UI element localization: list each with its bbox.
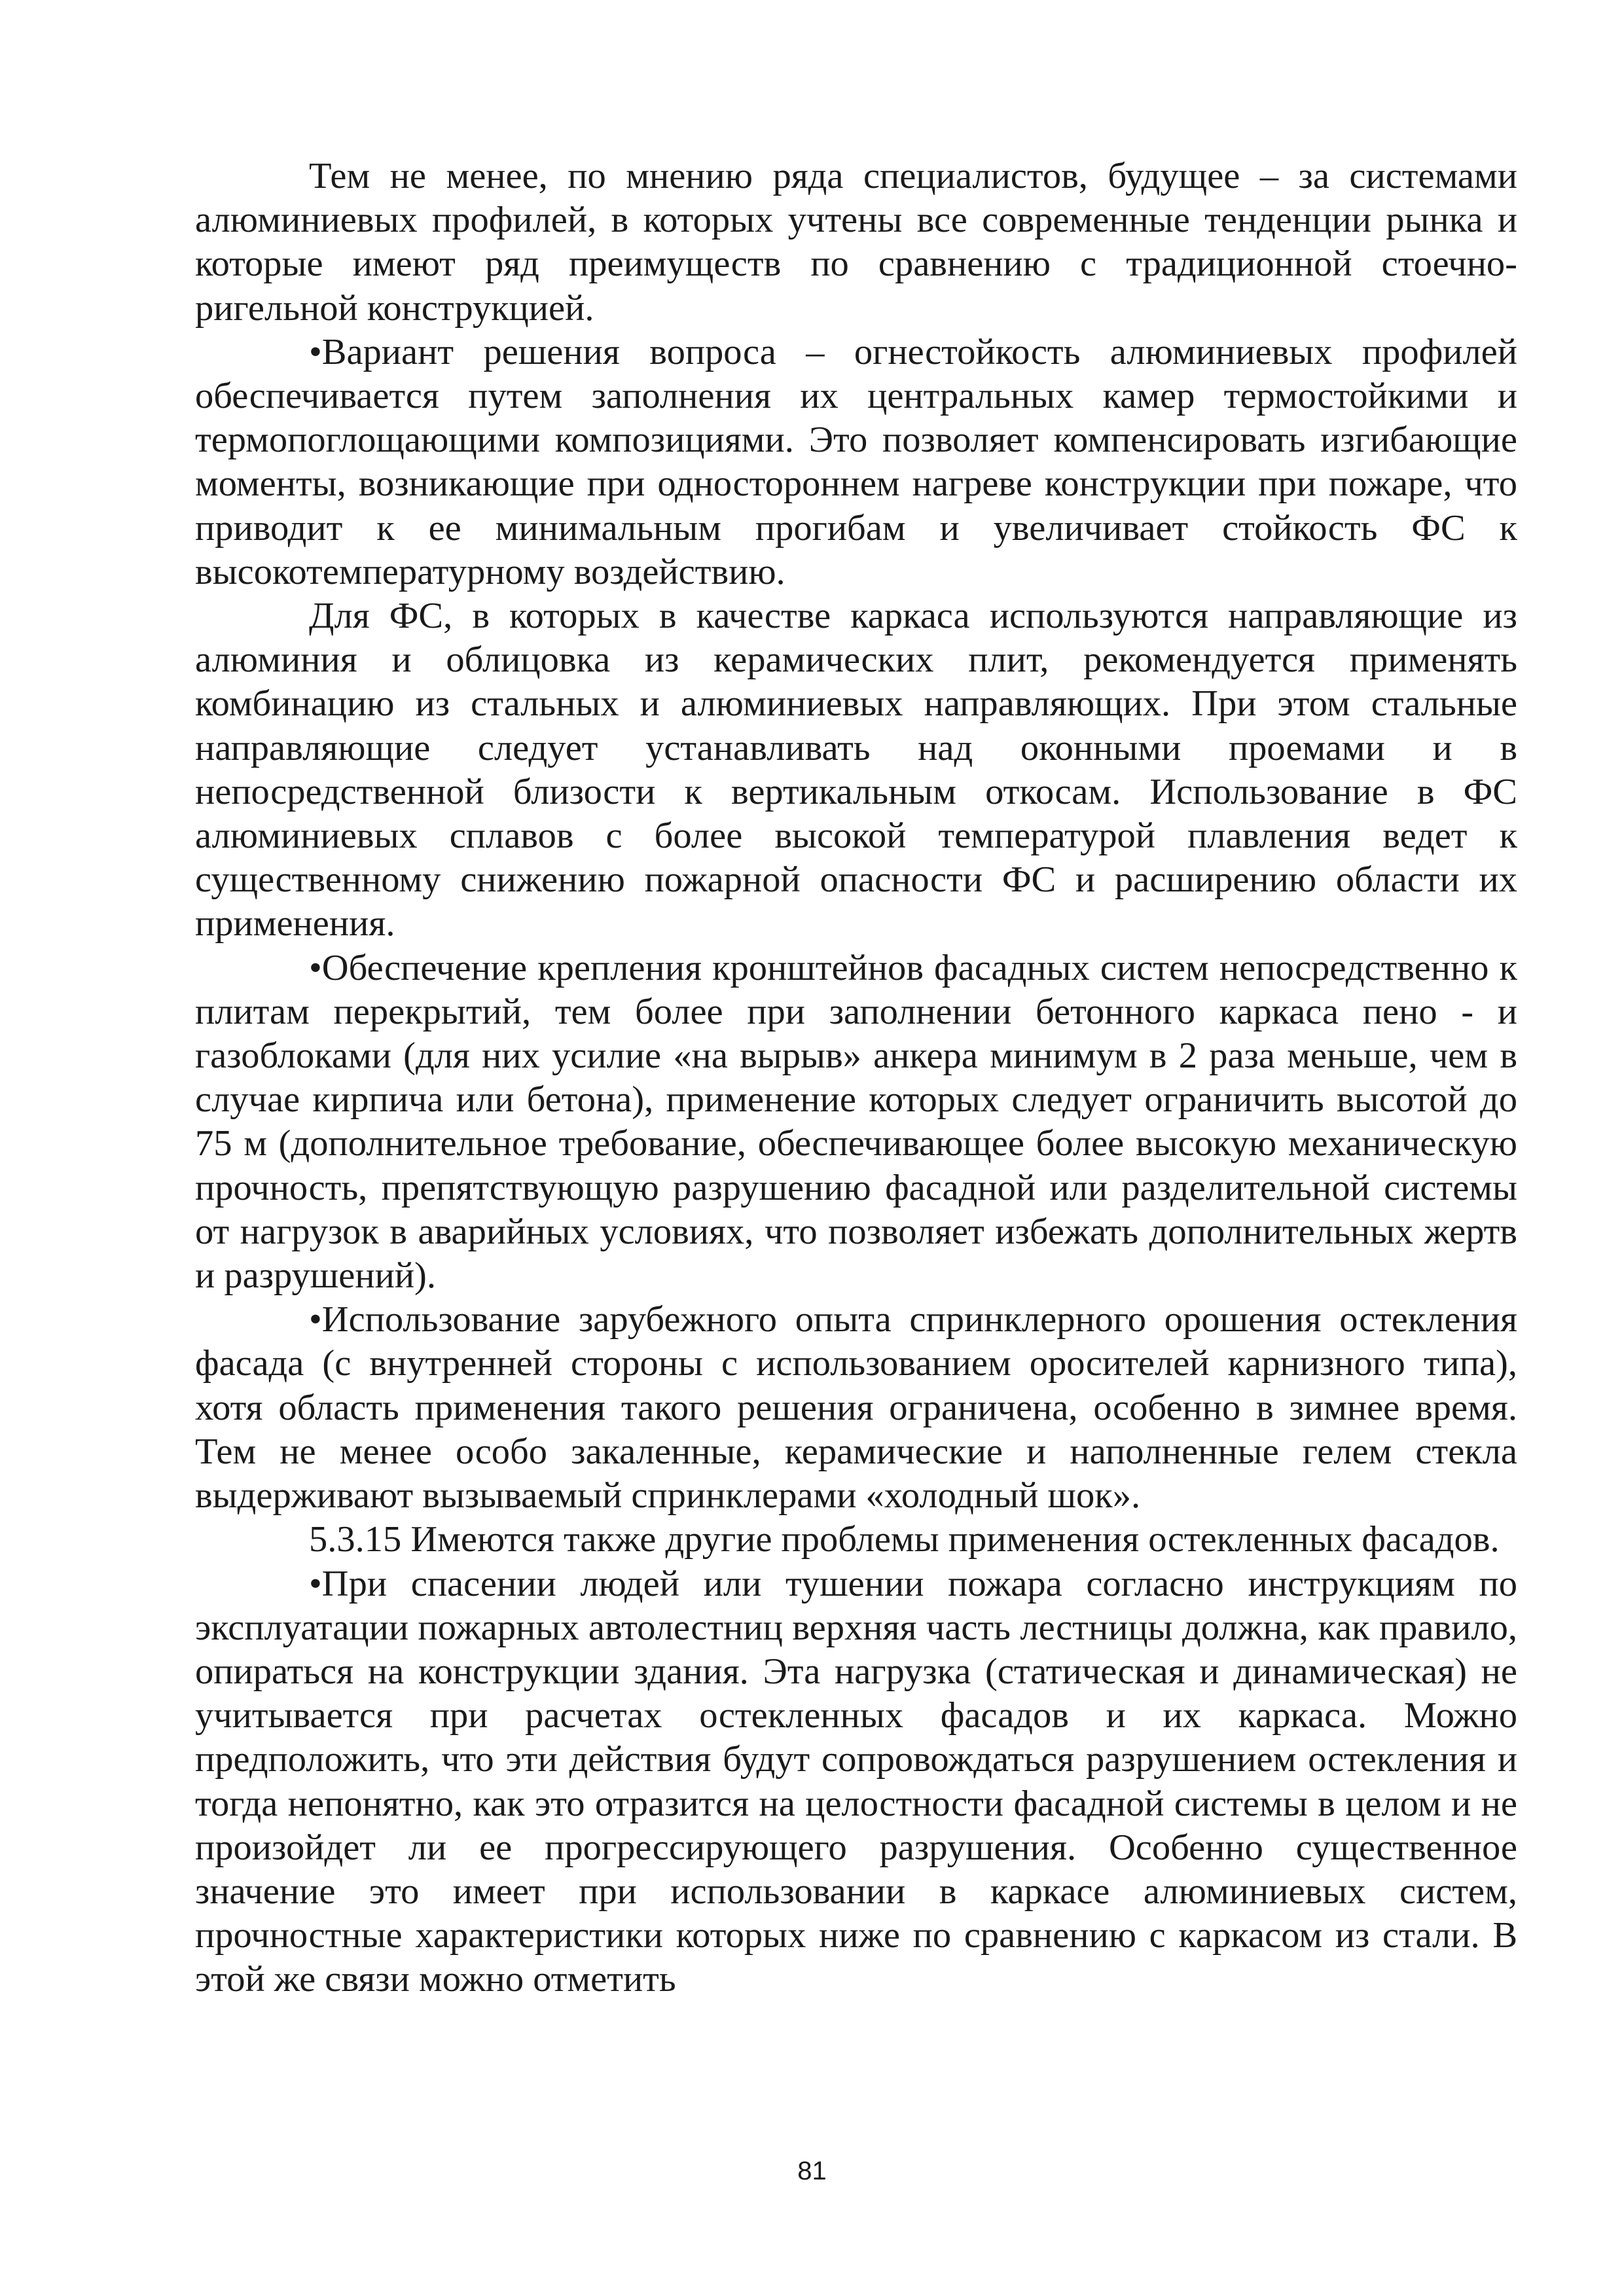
paragraph-section-5-3-15: 5.3.15 Имеются также другие проблемы применения остекленных фасадов. xyxy=(309,1519,1500,1560)
body-text xyxy=(195,154,1517,2002)
paragraph-fire-ladders-load: •При спасении людей или тушении пожара согласно инструкциям по эксплуатации пожарных автолестниц верхняя часть лестницы должна, как правило, опираться на конструкции здания. Эта нагрузка (статическая и динамическая) не учитывается при расчетах остекленных фасадов и их каркаса. Можно предположить, что эти действия будут сопровождаться разрушением остекления и тогда непонятно, как это отразится на целостности фасадной системы в целом и не произойдет ли ее прогрессирующего разрушения. Особенно существенное значение это имеет при использовании в каркасе алюминиевых систем, прочностные характеристики которых ниже по сравнению с каркасом из стали. В этой же связи можно отметить xyxy=(195,1563,1517,2000)
paragraph-bracket-fastening: •Обеспечение крепления кронштейнов фасадных систем непосредственно к плитам перекрытий, тем более при заполнении бетонного каркаса пено - и газоблоками (для них усилие «на вырыв» анкера минимум в 2 раза меньше, чем в случае кирпича или бетона), применение которых следует ограничить высотой до 75 м (дополнительное требование, обеспечивающее более высокую механическую прочность, препятствующую разрушению фасадной или разделительной системы от нагрузок в аварийных условиях, что позволяет избежать дополнительных жертв и разрушений). xyxy=(195,947,1517,1297)
page-number: 81 xyxy=(797,2157,827,2185)
paragraph-steel-aluminium-combination: Для ФС, в которых в качестве каркаса используются направляющие из алюминия и облицовка из керамических плит, рекомендуется применять комбинацию из стальных и алюминиевых направляющих. При этом стальные направляющие следует устанавливать над оконными проемами и в непосредственной близости к вертикальным откосам. Использование в ФС алюминиевых сплавов с более высокой температурой плавления ведет к существенному снижению пожарной опасности ФС и расширению области их применения. xyxy=(195,596,1517,944)
paragraph-sprinkler-irrigation: •Использование зарубежного опыта спринклерного орошения остекления фасада (с внутренней стороны с использованием оросителей карнизного типа), хотя область применения такого решения ограничена, особенно в зимнее время. Тем не менее особо закаленные, керамические и наполненные гелем стекла выдерживают вызываемый спринклерами «холодный шок». xyxy=(195,1299,1517,1516)
paragraph-facade-aluminium-future: Тем не менее, по мнению ряда специалистов, будущее – за системами алюминиевых профилей, в которых учтены все современные тенденции рынка и которые имеют ряд преимуществ по сравнению с традиционной стоечно-ригельной конструкцией. xyxy=(195,156,1517,329)
paragraph-fire-resistance-profiles: •Вариант решения вопроса – огнестойкость алюминиевых профилей обеспечивается путем заполнения их центральных камер термостойкими и термопоглощающими композициями. Это позволяет компенсировать изгибающие моменты, возникающие при одностороннем нагреве конструкции при пожаре, что приводит к ее минимальным прогибам и увеличивает стойкость ФС к высокотемпературному воздействию. xyxy=(195,331,1517,592)
